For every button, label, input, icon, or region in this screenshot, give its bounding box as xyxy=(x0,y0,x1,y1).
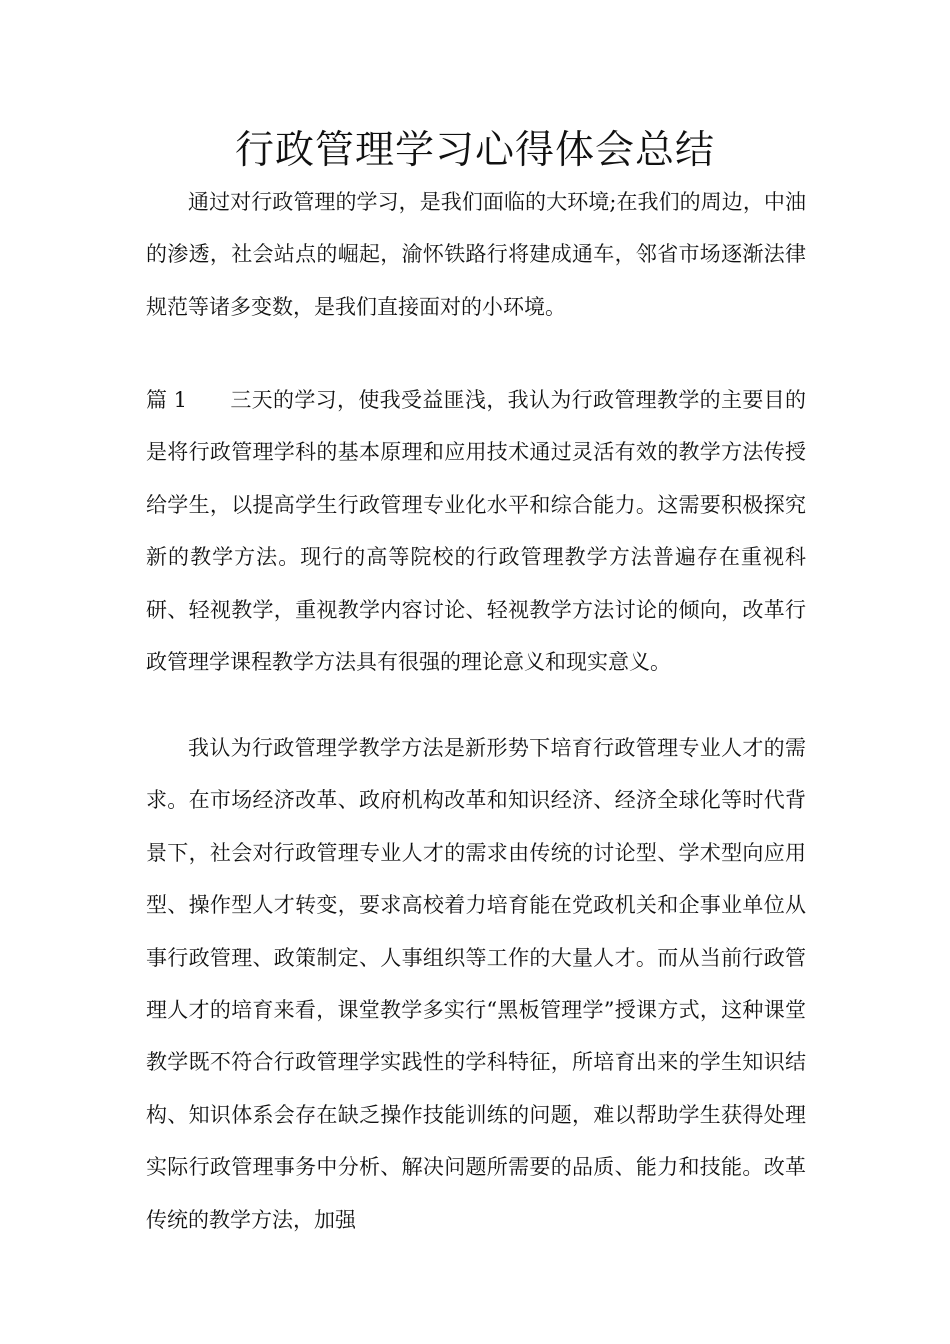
document-title: 行政管理学习心得体会总结 xyxy=(234,128,715,173)
body-paragraph: 我认为行政管理学教学方法是新形势下培育行政管理专业人才的需求。在市场经济改革、政府机构改革和知识经济、经济全球化等时代背景下，社会对行政管理专业人才的需求由传统的讨论型、学术型向应用型、操作型人才转变，要求高校着力培育能在党政机关和企事业单位从事行政管理、政策制定、人事组织等工作的大量人才。而从当前行政管理人才的培育来看，课堂教学多实行“黑板管理学”授课方式，这种课堂教学既不符合行政管理学实践性的学科特征，所培育出来的学生知识结构、知识体系会存在缺乏操作技能训练的问题，难以帮助学生获得处理实际行政管理事务中分析、解决问题所需要的品质、能力和技能。改革传统的教学方法，加强 xyxy=(146,736,806,1232)
section-1-text: 三天的学习，使我受益匪浅，我认为行政管理教学的主要目的是将行政管理学科的基本原理和应用技术通过灵活有效的教学方法传授给学生，以提高学生行政管理专业化水平和综合能力。这需要积极探究新的教学方法。现行的高等院校的行政管理教学方法普遍存在重视科研、轻视教学，重视教学内容讨论、轻视教学方法讨论的倾向，改革行政管理学课程教学方法具有很强的理论意义和现实意义。 xyxy=(146,388,806,675)
section-label: 篇 1 xyxy=(146,388,188,412)
section-1-paragraph xyxy=(146,374,806,688)
intro-paragraph: 通过对行政管理的学习，是我们面临的大环境;在我们的周边，中油的渗透，社会站点的崛起，渝怀铁路行将建成通车，邻省市场逐渐法律规范等诸多变数，是我们直接面对的小环境。 xyxy=(146,190,806,319)
